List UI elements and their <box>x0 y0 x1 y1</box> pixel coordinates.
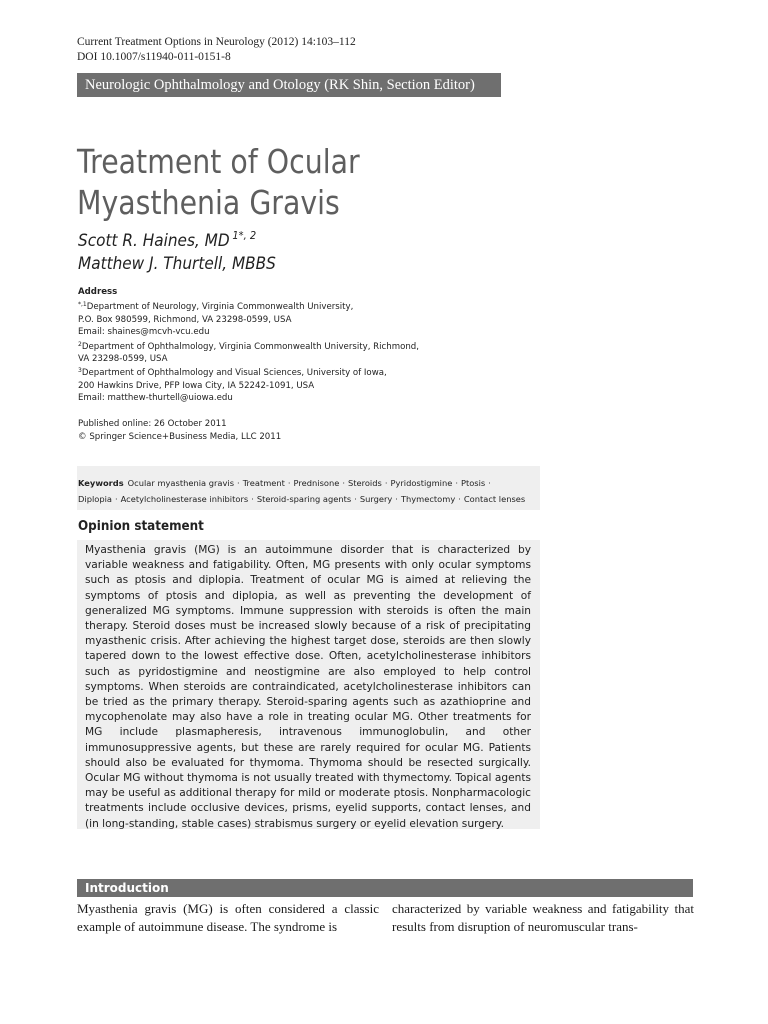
address-block <box>78 286 419 405</box>
section-banner: Neurologic Ophthalmology and Otology (RK Shin, Section Editor) <box>77 73 501 97</box>
keyword: Prednisone <box>293 478 340 488</box>
author-2 <box>78 253 276 276</box>
introduction-banner <box>77 879 693 897</box>
copyright: © Springer Science+Business Media, LLC 2011 <box>78 431 282 442</box>
keyword-separator: · <box>455 478 458 488</box>
keyword: Contact lenses <box>463 494 526 504</box>
keyword-separator: · <box>115 494 118 504</box>
intro-column-right: characterized by variable weakness and fatigability that results from disruption of neuromuscular trans- <box>392 901 694 934</box>
keyword: Diplopia <box>78 494 112 504</box>
keywords-label: Keywords <box>78 478 124 488</box>
opinion-text: Myasthenia gravis (MG) is an autoimmune disorder that is characterized by variable weakness and fatigability. Often, MG presents with only ocular symptoms such as ptosis and diplopia. Treatment of ocular MG is aimed at relieving the symptoms of ptosis and diplopia, as well as preventing the development of generalized MG symptoms. Immune suppression with steroids is often the main therapy. Steroid doses must be increased slowly because of a risk of precipitating myasthenic crisis. After achieving the highest target dose, steroids are then slowly tapered down to the lowest effective dose. Often, acetylcholinesterase inhibitors such as pyridostigmine and neostigmine are also employed to help control symptoms. When steroids are contraindicated, acetylcholinesterase inhibitors can be tried as the primary therapy. Steroid-sparing agents such as azathioprine and mycophenolate may also have a role in treating ocular MG. Other treatments for MG include plasmapheresis, intravenous immunoglobulin, and other immunosuppressive agents, but these are rarely required for ocular MG. Patients should also be evaluated for thymoma. Thymoma should be resected surgically. Ocular MG without thymoma is not usually treated with thymectomy. Topical agents may be useful as additional therapy for mild or moderate ptosis. Nonpharmacologic treatments include occlusive devices, prisms, eyelid supports, contact lenses, and (in long-standing, stable cases) strabismus surgery or eyelid elevation surgery. <box>85 544 531 830</box>
keyword-separator: · <box>488 478 491 488</box>
address-heading: Address <box>78 287 118 297</box>
published-date: Published online: 26 October 2011 <box>78 419 227 429</box>
keyword-separator: · <box>237 478 240 488</box>
address-line: P.O. Box 980599, Richmond, VA 23298-0599, USA <box>78 314 292 325</box>
keywords-line-2 <box>78 491 540 507</box>
author-name: Scott R. Haines, MD <box>78 231 230 251</box>
keyword-separator: · <box>354 494 357 504</box>
opinion-box <box>77 540 540 829</box>
address-email: Email: matthew-thurtell@uiowa.edu <box>78 393 233 404</box>
affiliation-mark: *,1 <box>78 301 87 309</box>
keyword-separator: · <box>395 494 398 504</box>
author-affiliation: 1*, 2 <box>232 229 257 242</box>
keyword: Ocular myasthenia gravis <box>127 478 235 488</box>
doi: DOI 10.1007/s11940-011-0151-8 <box>77 51 231 63</box>
keyword-separator: · <box>287 478 291 488</box>
keyword: Thymectomy <box>400 494 456 504</box>
title-line-1: Treatment of Ocular <box>77 142 360 181</box>
affiliation-mark: 3 <box>78 367 82 375</box>
author-name: Matthew J. Thurtell, MBBS <box>78 254 276 274</box>
title-line-2: Myasthenia Gravis <box>77 183 340 222</box>
keyword: Treatment <box>242 478 285 488</box>
keywords-line-1 <box>78 475 540 491</box>
affiliation-mark: 2 <box>78 340 82 348</box>
keyword: Steroids <box>347 478 382 488</box>
keyword: Surgery <box>359 494 393 504</box>
keyword-separator: · <box>458 494 461 504</box>
author-list <box>78 224 276 276</box>
keyword-separator: · <box>251 494 254 504</box>
journal-citation: Current Treatment Options in Neurology (2012) 14:103–112 <box>77 36 356 48</box>
keyword: Steroid-sparing agents <box>256 494 352 504</box>
keyword: Pyridostigmine <box>390 478 453 488</box>
address-line: VA 23298-0599, USA <box>78 354 168 365</box>
article-title <box>77 141 360 223</box>
publication-info <box>78 418 281 443</box>
address-line: $^3$Department of Ophthalmology and Visual Sciences, University of Iowa, <box>78 367 387 379</box>
keyword: Ptosis <box>460 478 486 488</box>
keywords-box <box>77 466 540 510</box>
keyword: Acetylcholinesterase inhibitors <box>120 494 249 504</box>
opinion-heading: Opinion statement <box>78 519 204 534</box>
author-1 <box>78 224 276 253</box>
address-email: Email: shaines@mcvh-vcu.edu <box>78 327 210 338</box>
journal-info <box>77 35 356 65</box>
keyword-separator: · <box>342 478 345 488</box>
keyword-separator: · <box>384 478 388 488</box>
intro-column-left: Myasthenia gravis (MG) is often considered a classic example of autoimmune disease. The syndrome is <box>77 901 379 934</box>
address-line: $^{*,1}$Department of Neurology, Virginia Commonwealth University, <box>78 301 354 313</box>
address-line: 200 Hawkins Drive, PFP Iowa City, IA 52242-1091, USA <box>78 380 315 391</box>
address-line: $^2$Department of Ophthalmology, Virginia Commonwealth University, Richmond, <box>78 340 419 352</box>
introduction-heading: Introduction <box>85 881 169 895</box>
